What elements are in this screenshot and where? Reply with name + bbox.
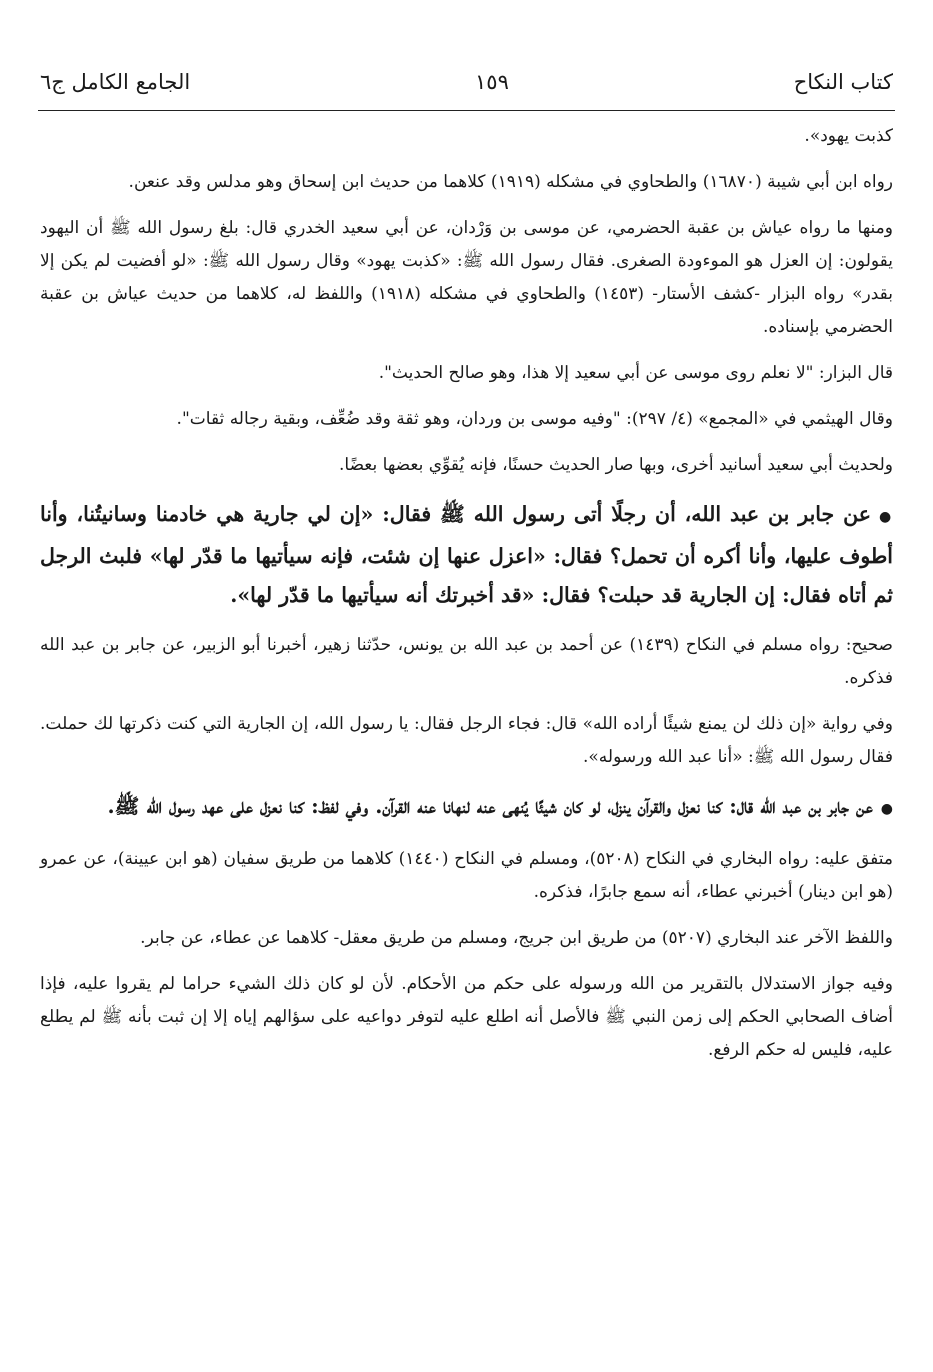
bullet-icon: ● xyxy=(880,801,893,817)
paragraph-text: وفي رواية «إن ذلك لن يمنع شيئًا أراده الله» قال: فجاء الرجل فقال: يا رسول الله، إن الجارية التي كنت ذكرتها لك حملت. فقال رسول الله ﷺ: «أنا عبد الله ورسوله». xyxy=(40,714,893,767)
paragraph xyxy=(40,968,893,1067)
page-number: ١٥٩ xyxy=(475,70,509,94)
hadith-paragraph xyxy=(40,787,893,829)
paragraph xyxy=(40,449,893,482)
paragraph xyxy=(40,922,893,955)
paragraph xyxy=(40,843,893,909)
paragraph xyxy=(40,708,893,774)
paragraph-text: عن جابر بن عبد الله قال: كنا نعزل والقرآن ينزل، لو كان شيئًا يُنهى عنه لنهانا عنه القرآن. وفي لفظ: كنا نعزل على عهد رسول الله ﷺ. xyxy=(107,794,873,818)
book-title: كتاب النكاح xyxy=(793,70,893,94)
paragraph-text: واللفظ الآخر عند البخاري (٥٢٠٧) من طريق ابن جريج، ومسلم من طريق معقل- كلاهما عن عطاء، عن جابر. xyxy=(140,928,893,948)
paragraph xyxy=(40,212,893,344)
paragraph-text: رواه ابن أبي شيبة (١٦٨٧٠) والطحاوي في مشكله (١٩١٩) كلاهما من حديث ابن إسحاق وهو مدلس وقد عنعن. xyxy=(128,172,893,192)
paragraph-text: وقال الهيثمي في «المجمع» (٤/ ٢٩٧): "وفيه موسى بن وردان، وهو ثقة وقد ضُعِّف، وبقية رجاله ثقات". xyxy=(176,409,893,429)
hadith-paragraph xyxy=(40,495,893,615)
paragraph-text: قال البزار: "لا نعلم روى موسى عن أبي سعيد إلا هذا، وهو صالح الحديث". xyxy=(378,363,893,383)
paragraph-text: وفيه جواز الاستدلال بالتقرير من الله ورسوله على حكم من الأحكام. لأن لو كان ذلك الشيء حراما لم يقروا عليه، فإذا أضاف الصحابي الحكم إلى زمن النبي ﷺ فالأصل أنه اطلع عليه لتوفر دواعيه على سؤالهم إياه إلا إن ثبت بأنه ﷺ لم يطلع عليه، فليس له حكم الرفع. xyxy=(40,974,893,1060)
paragraph xyxy=(40,357,893,390)
paragraph-text: متفق عليه: رواه البخاري في النكاح (٥٢٠٨)، ومسلم في النكاح (١٤٤٠) كلاهما من طريق سفيان (هو ابن عيينة)، عن عمرو (هو ابن دينار) أخبرني عطاء، أنه سمع جابرًا، فذكره. xyxy=(40,849,893,902)
paragraph xyxy=(40,629,893,695)
page-header xyxy=(40,62,893,102)
paragraph-text: عن جابر بن عبد الله، أن رجلًا أتى رسول الله ﷺ فقال: «إن لي جارية هي خادمنا وسانيتُنا، وأنا أطوف عليها، وأنا أكره أن تحمل؟ فقال: «اعزل عنها إن شئت، فإنه سيأتيها ما قدّر لها» فلبث الرجل ثم أتاه فقال: إن الجارية قد حبلت؟ فقال: «قد أخبرتك أنه سيأتيها ما قدّر لها». xyxy=(40,502,893,607)
paragraph xyxy=(40,403,893,436)
paragraph xyxy=(40,120,893,153)
bullet-icon: ● xyxy=(879,509,894,525)
paragraph-text: صحيح: رواه مسلم في النكاح (١٤٣٩) عن أحمد بن عبد الله بن يونس، حدّثنا زهير، أخبرنا أبو الزبير، عن جابر بن عبد الله فذكره. xyxy=(40,635,893,688)
paragraph-text: ومنها ما رواه عياش بن عقبة الحضرمي، عن موسى بن وَرْدان، عن أبي سعيد الخدري قال: بلغ رسول الله ﷺ أن اليهود يقولون: إن العزل هو الموءودة الصغرى. فقال رسول الله ﷺ: «كذبت يهود» وقال رسول الله ﷺ: «لو أفضيت لم يكن إلا بقدر» رواه البزار -كشف الأستار- (١٤٥٣) والطحاوي في مشكله (١٩١٨) واللفظ له، كلاهما من حديث عياش بن عقبة الحضرمي بإسناده. xyxy=(40,218,893,337)
header-rule xyxy=(38,110,895,111)
paragraph xyxy=(40,166,893,199)
page-body xyxy=(40,120,893,1080)
paragraph-text: ولحديث أبي سعيد أسانيد أخرى، وبها صار الحديث حسنًا، فإنه يُقوِّي بعضها بعضًا. xyxy=(338,455,893,475)
paragraph-text: كذبت يهود». xyxy=(804,126,893,146)
volume-title: الجامع الكامل ج٦ xyxy=(40,70,191,94)
